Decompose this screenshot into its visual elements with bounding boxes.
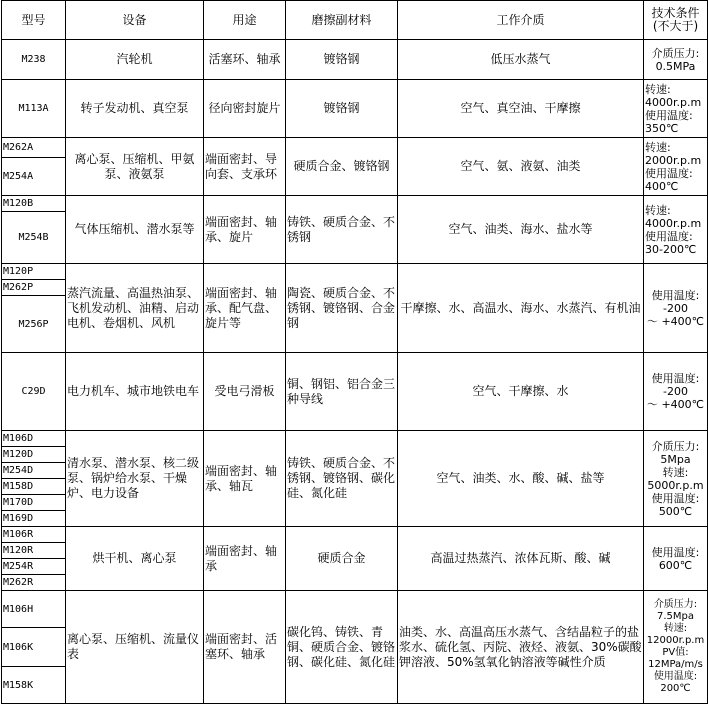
material-cell: 硬质合金、镀铬钢 — [286, 138, 398, 196]
use-cell: 径向密封旋片 — [204, 80, 286, 138]
model-cell: M120B — [2, 196, 66, 212]
medium-cell: 空气、真空油、干摩擦 — [398, 80, 644, 138]
model-cell: M262R — [2, 575, 66, 591]
header-row — [2, 1, 708, 40]
equipment-cell: 电力机车、城市地铁电车 — [66, 353, 204, 431]
header-material: 磨擦副材料 — [286, 1, 398, 40]
use-cell: 端面密封、轴承、旋片 — [204, 196, 286, 264]
medium-cell: 干摩擦、水、高温水、海水、水蒸汽、有机油 — [398, 264, 644, 353]
model-cell: M106D — [2, 431, 66, 447]
spec-cell: 介质压力: 0.5MPa — [644, 40, 708, 80]
table-row — [2, 40, 708, 80]
table-row — [2, 591, 708, 628]
medium-cell: 油类、水、高温高压水蒸气、含结晶粒子的盐浆水、硫化氢、丙院、液烃、液氨、30%碳酸钾溶液、50%氢氧化钠溶液等碱性介质 — [398, 591, 644, 704]
model-cell: M238 — [2, 40, 66, 80]
model-cell: M262P — [2, 280, 66, 296]
table-row — [2, 264, 708, 280]
material-cell: 铸铁、硬质合金、不锈钢、镀铬钢、碳化硅、氮化硅 — [286, 431, 398, 527]
model-cell: M106H — [2, 591, 66, 628]
use-cell: 端面密封、轴承、配气盘、旋片等 — [204, 264, 286, 353]
model-cell: M120D — [2, 447, 66, 463]
spec-cell: 使用温度: -200 ～ +400℃ — [644, 353, 708, 431]
material-cell: 铸铁、硬质合金、不锈钢 — [286, 196, 398, 264]
medium-cell: 空气、油类、海水、盐水等 — [398, 196, 644, 264]
material-cell: 硬质合金 — [286, 527, 398, 591]
spec-cell: 介质压力: 7.5Mpa 转速: 12000r.p.m PV值: 12MPa/m/s 使用温度: 200℃ — [644, 591, 708, 704]
spec-cell: 使用温度: 600℃ — [644, 527, 708, 591]
material-cell: 镀铬钢 — [286, 40, 398, 80]
use-cell: 端面密封、轴承 — [204, 527, 286, 591]
materials-table — [1, 0, 708, 704]
material-cell: 碳化钨、铸铁、青铜、硬质合金、镀铬钢、碳化硅、氮化硅 — [286, 591, 398, 704]
table-row — [2, 138, 708, 158]
table-row — [2, 80, 708, 138]
model-cell: M158K — [2, 667, 66, 704]
header-model: 型号 — [2, 1, 66, 40]
equipment-cell: 离心泵、压缩机、流量仪表 — [66, 591, 204, 704]
model-cell: M262A — [2, 138, 66, 158]
model-cell: M170D — [2, 495, 66, 511]
medium-cell: 空气、油类、水、酸、碱、盐等 — [398, 431, 644, 527]
material-cell: 陶瓷、硬质合金、不锈钢、镀铬钢、合金钢 — [286, 264, 398, 353]
model-cell: C29D — [2, 353, 66, 431]
model-cell: M256P — [2, 296, 66, 353]
use-cell: 端面密封、导向套、支承环 — [204, 138, 286, 196]
medium-cell: 高温过热蒸汽、浓体瓦斯、酸、碱 — [398, 527, 644, 591]
equipment-cell: 清水泵、潜水泵、核二级泵、锅炉给水泵、干燥炉、电力设备 — [66, 431, 204, 527]
model-cell: M106R — [2, 527, 66, 543]
model-cell: M254R — [2, 559, 66, 575]
material-cell: 镀铬钢 — [286, 80, 398, 138]
equipment-cell: 蒸汽流量、高温热油泵、飞机发动机、油精、启动电机、卷烟机、风机 — [66, 264, 204, 353]
medium-cell: 低压水蒸气 — [398, 40, 644, 80]
equipment-cell: 汽轮机 — [66, 40, 204, 80]
use-cell: 端面密封、活塞环、轴承 — [204, 591, 286, 704]
model-cell: M254A — [2, 158, 66, 196]
spec-cell: 使用温度: -200 ～ +400℃ — [644, 264, 708, 353]
model-cell: M254D — [2, 463, 66, 479]
model-cell: M120P — [2, 264, 66, 280]
medium-cell: 空气、干摩擦、水 — [398, 353, 644, 431]
use-cell: 受电弓滑板 — [204, 353, 286, 431]
equipment-cell: 离心泵、压缩机、甲氨泵、液氨泵 — [66, 138, 204, 196]
equipment-cell: 转子发动机、真空泵 — [66, 80, 204, 138]
table-row — [2, 527, 708, 543]
spec-cell: 转速: 4000r.p.m 使用温度: 30-200℃ — [644, 196, 708, 264]
table-row — [2, 431, 708, 447]
table-row — [2, 353, 708, 431]
table-row — [2, 196, 708, 212]
model-cell: M169D — [2, 511, 66, 527]
use-cell: 端面密封、轴承、轴瓦 — [204, 431, 286, 527]
equipment-cell: 烘干机、离心泵 — [66, 527, 204, 591]
use-cell: 活塞环、轴承 — [204, 40, 286, 80]
material-cell: 铜、钢铝、铝合金三种导线 — [286, 353, 398, 431]
model-cell: M120R — [2, 543, 66, 559]
model-cell: M254B — [2, 212, 66, 264]
spec-cell: 转速: 4000r.p.m 使用温度: 350℃ — [644, 80, 708, 138]
model-cell: M158D — [2, 479, 66, 495]
spec-cell: 介质压力: 5Mpa 转速: 5000r.p.m 使用温度: 500℃ — [644, 431, 708, 527]
header-equipment: 设备 — [66, 1, 204, 40]
equipment-cell: 气体压缩机、潜水泵等 — [66, 196, 204, 264]
header-medium: 工作介质 — [398, 1, 644, 40]
header-use: 用途 — [204, 1, 286, 40]
header-spec: 技术条件 (不大于) — [644, 1, 708, 40]
model-cell: M106K — [2, 628, 66, 667]
model-cell: M113A — [2, 80, 66, 138]
medium-cell: 空气、氨、液氨、油类 — [398, 138, 644, 196]
spec-cell: 转速: 2000r.p.m 使用温度: 400℃ — [644, 138, 708, 196]
